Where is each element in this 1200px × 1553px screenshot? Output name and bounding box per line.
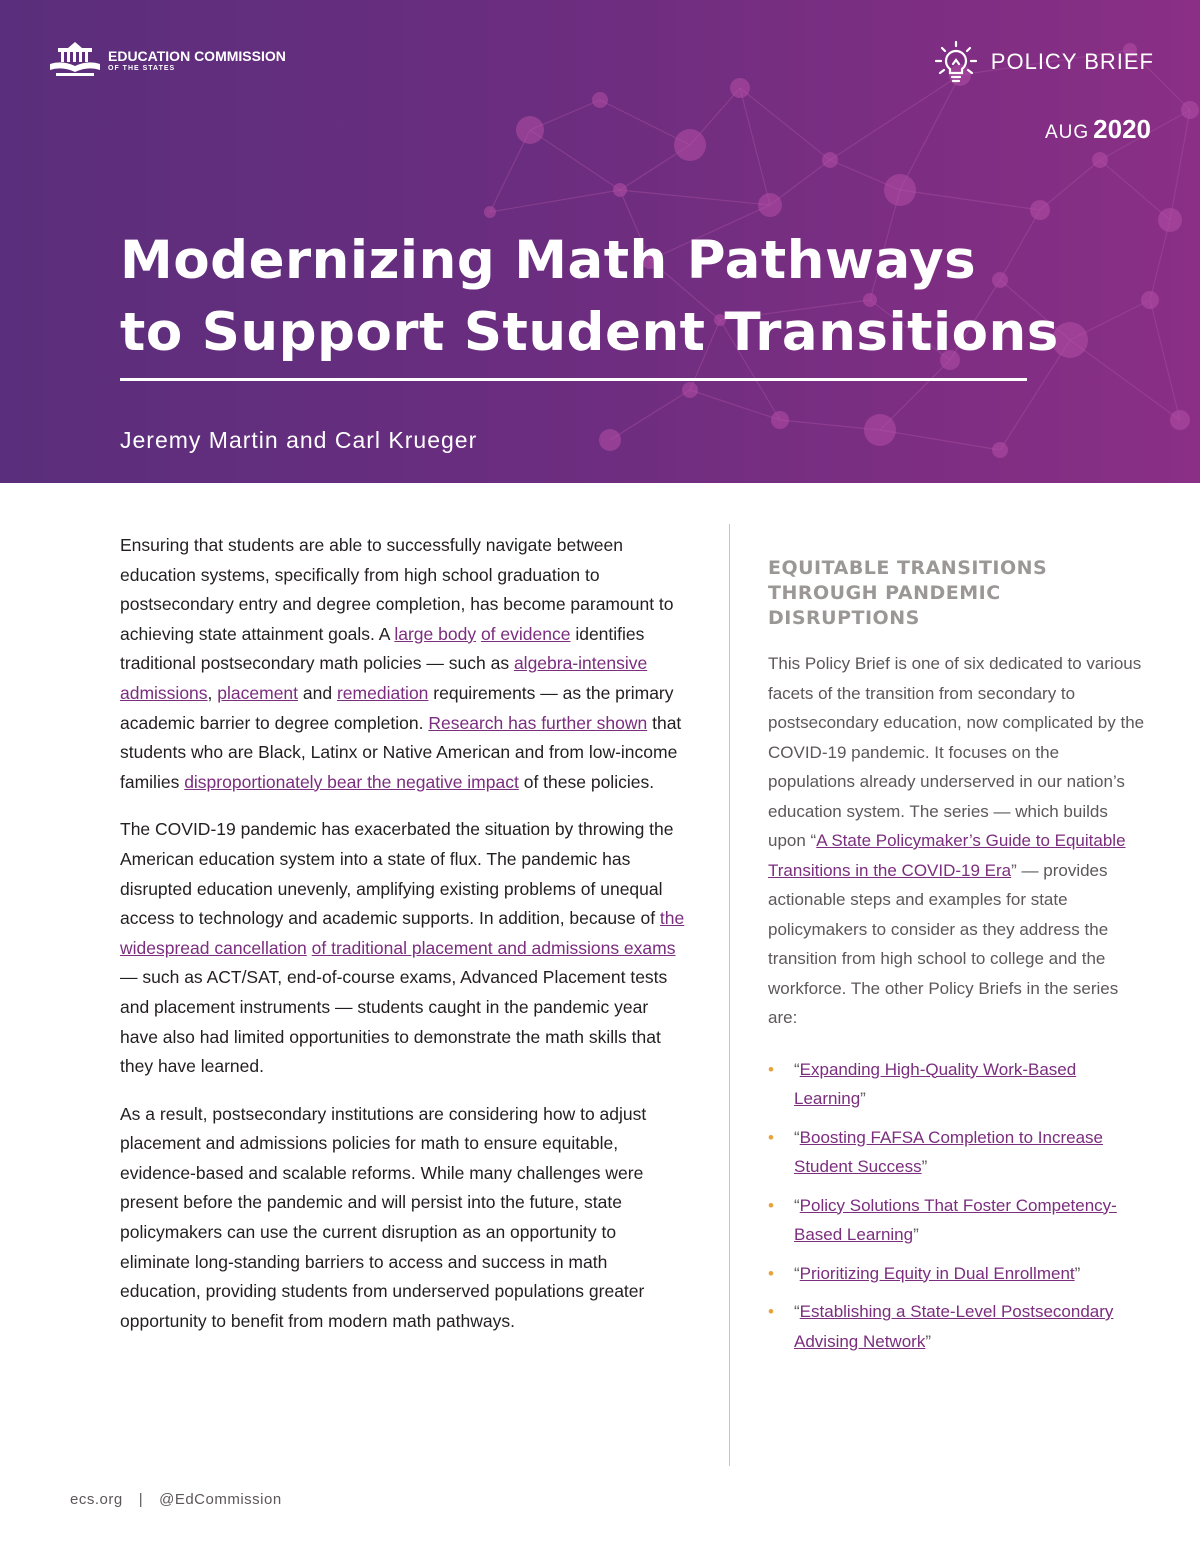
series-brief-link[interactable]: Policy Solutions That Foster Competency-Based Learning xyxy=(794,1195,1117,1244)
network-node xyxy=(1030,200,1050,220)
network-line xyxy=(1150,220,1170,300)
series-list xyxy=(768,1055,1148,1357)
pandemic-link[interactable]: the widespread cancellation xyxy=(120,908,685,958)
open-quote: “ xyxy=(794,1263,800,1283)
intro-text: requirements — as the primary academic barrier to degree completion. xyxy=(120,682,674,733)
intro-link[interactable]: large body xyxy=(394,623,477,644)
result-paragraph: As a result, postsecondary institutions are considering how to adjust placement and admissions policies for math to ensure equitable, evidence-based and scalable reforms. While many challenges were present before the pandemic and will persist into the future, state policymakers can use the current disruption as an opportunity to eliminate long-standing barriers to access and success in math education, providing students from underserved populations greater opportunity to benefit from modern math pathways. xyxy=(120,1103,647,1331)
network-line xyxy=(900,75,960,190)
title-underline xyxy=(120,378,1027,381)
network-node xyxy=(884,174,916,206)
intro-link[interactable]: Research has further shown xyxy=(428,712,648,733)
close-quote: ” xyxy=(925,1331,931,1351)
intro-link[interactable]: algebra-intensive admissions xyxy=(120,653,648,703)
series-list-item xyxy=(768,1123,1148,1182)
intro-link[interactable]: placement xyxy=(217,682,299,703)
sidebar-heading: EQUITABLE TRANSITIONS THROUGH PANDEMIC DISRUPTIONS xyxy=(768,557,1048,629)
website-link[interactable]: ecs.org xyxy=(70,1491,123,1508)
network-node xyxy=(730,78,750,98)
network-node xyxy=(822,152,838,168)
network-line xyxy=(1170,110,1190,220)
series-brief-link[interactable]: Expanding High-Quality Work-Based Learning xyxy=(794,1059,1077,1108)
intro-text: identifies traditional postsecondary math policies — such as xyxy=(120,623,645,674)
series-list-item xyxy=(768,1191,1148,1250)
series-brief-link[interactable]: Boosting FAFSA Completion to Increase Student Success xyxy=(794,1127,1103,1176)
lightbulb-icon xyxy=(933,40,979,84)
close-quote: ” xyxy=(1074,1263,1081,1283)
footer xyxy=(70,1491,282,1508)
network-line xyxy=(830,75,960,160)
network-node xyxy=(864,414,896,446)
network-node xyxy=(771,411,789,429)
network-line xyxy=(610,390,690,440)
network-node xyxy=(1092,152,1108,168)
series-list-item xyxy=(768,1055,1148,1114)
publication-date xyxy=(1045,114,1151,145)
intro-link[interactable]: disproportionately bear the negative impact xyxy=(184,771,519,792)
capitol-logo-icon xyxy=(48,40,102,80)
policy-brief-tag xyxy=(933,40,1154,84)
network-line xyxy=(740,88,770,205)
header-banner xyxy=(0,0,1200,483)
title-line-1: Modernizing Math Pathways xyxy=(120,230,977,291)
bullet-icon: • xyxy=(768,1263,774,1283)
pandemic-link[interactable]: of traditional placement and admissions exams xyxy=(311,937,676,958)
series-brief-link[interactable]: Prioritizing Equity in Dual Enrollment xyxy=(799,1263,1075,1283)
doc-type-label: POLICY BRIEF xyxy=(990,49,1154,74)
org-name: EDUCATION COMMISSION xyxy=(108,47,286,64)
network-line xyxy=(1040,160,1100,210)
intro-text: and xyxy=(298,682,337,703)
network-node xyxy=(484,206,496,218)
date-month: AUG xyxy=(1044,122,1090,143)
intro-text: of these policies. xyxy=(518,771,655,792)
intro-link[interactable]: of evidence xyxy=(480,623,571,644)
pandemic-text: The COVID-19 pandemic has exacerbated the situation by throwing the American education system into a state of flux. The pandemic has disrupted education unevenly, amplifying existing problems of unequal access to technology and academic supports. In addition, because of xyxy=(120,819,674,929)
network-line xyxy=(1100,160,1170,220)
bullet-icon: • xyxy=(768,1127,774,1147)
footer-separator: | xyxy=(138,1491,144,1508)
open-quote: “ xyxy=(794,1127,800,1147)
sidebar xyxy=(768,556,1148,1365)
pandemic-text: — such as ACT/SAT, end-of-course exams, Advanced Placement tests and placement instruments — students caught in the pandemic year have also had limited opportunities to demonstrate the math skills that they have learned. xyxy=(120,967,668,1077)
network-node xyxy=(758,193,782,217)
ecs-logo[interactable] xyxy=(48,40,286,80)
bullet-icon: • xyxy=(768,1059,774,1079)
intro-paragraph xyxy=(120,531,686,797)
network-line xyxy=(900,190,1040,210)
intro-text: that students who are Black, Latinx or Native American and from low-income families xyxy=(120,712,682,792)
network-node xyxy=(1141,291,1159,309)
sidebar-body xyxy=(768,649,1148,1033)
network-node xyxy=(682,382,698,398)
network-line xyxy=(690,390,780,420)
open-quote: “ xyxy=(794,1059,800,1079)
network-node xyxy=(1158,208,1182,232)
bullet-icon: • xyxy=(768,1195,774,1215)
network-line xyxy=(740,88,830,160)
authors: Jeremy Martin and Carl Krueger xyxy=(120,427,478,453)
date-year: 2020 xyxy=(1093,114,1151,144)
sidebar-body-text: This Policy Brief is one of six dedicated to various facets of the transition from secondary to postsecondary education, now complicated by the COVID-19 pandemic. It focuses on the populations already underserved in our nation’s education system. The series — which builds upon “ xyxy=(768,654,1145,850)
network-line xyxy=(490,190,620,212)
main-column xyxy=(120,531,686,1354)
network-line xyxy=(620,190,770,205)
open-quote: “ xyxy=(794,1302,800,1321)
network-node xyxy=(613,183,627,197)
intro-link[interactable]: remediation xyxy=(336,682,429,703)
pandemic-paragraph xyxy=(120,815,686,1081)
column-divider xyxy=(729,524,730,1466)
network-node xyxy=(516,116,544,144)
close-quote: ” xyxy=(913,1225,919,1244)
series-brief-link[interactable]: Establishing a State-Level Postsecondary Advising Network xyxy=(794,1302,1114,1351)
intro-text: , xyxy=(207,682,218,703)
network-node xyxy=(599,429,621,451)
network-node xyxy=(592,92,608,108)
network-node xyxy=(992,442,1008,458)
close-quote: ” xyxy=(860,1089,866,1108)
series-list-item xyxy=(768,1297,1148,1356)
page-title xyxy=(120,225,1080,369)
network-node xyxy=(1170,410,1190,430)
sidebar-body-text: ” — provides actionable steps and examples for state policymakers to consider as they address the transition from high school to college and the workforce. The other Policy Briefs in the series are: xyxy=(768,860,1119,1027)
title-line-2: to Support Student Transitions xyxy=(120,302,1059,363)
org-subname: OF THE STATES xyxy=(108,64,176,72)
series-list-item xyxy=(768,1259,1148,1289)
close-quote: ” xyxy=(921,1157,928,1176)
network-node xyxy=(674,129,706,161)
network-line xyxy=(880,430,1000,450)
bullet-icon: • xyxy=(768,1302,774,1321)
intro-text: Ensuring that students are able to successfully navigate between education systems, specifically from high school graduation to postsecondary entry and degree completion, has become paramount to achieving state attainment goals. A xyxy=(120,535,674,644)
network-line xyxy=(530,130,620,190)
network-node xyxy=(1181,101,1199,119)
twitter-handle[interactable]: @EdCommission xyxy=(159,1491,282,1508)
sidebar-body-link[interactable]: A State Policymaker’s Guide to Equitable Transitions in the COVID-19 Era xyxy=(768,831,1126,880)
open-quote: “ xyxy=(794,1195,800,1215)
